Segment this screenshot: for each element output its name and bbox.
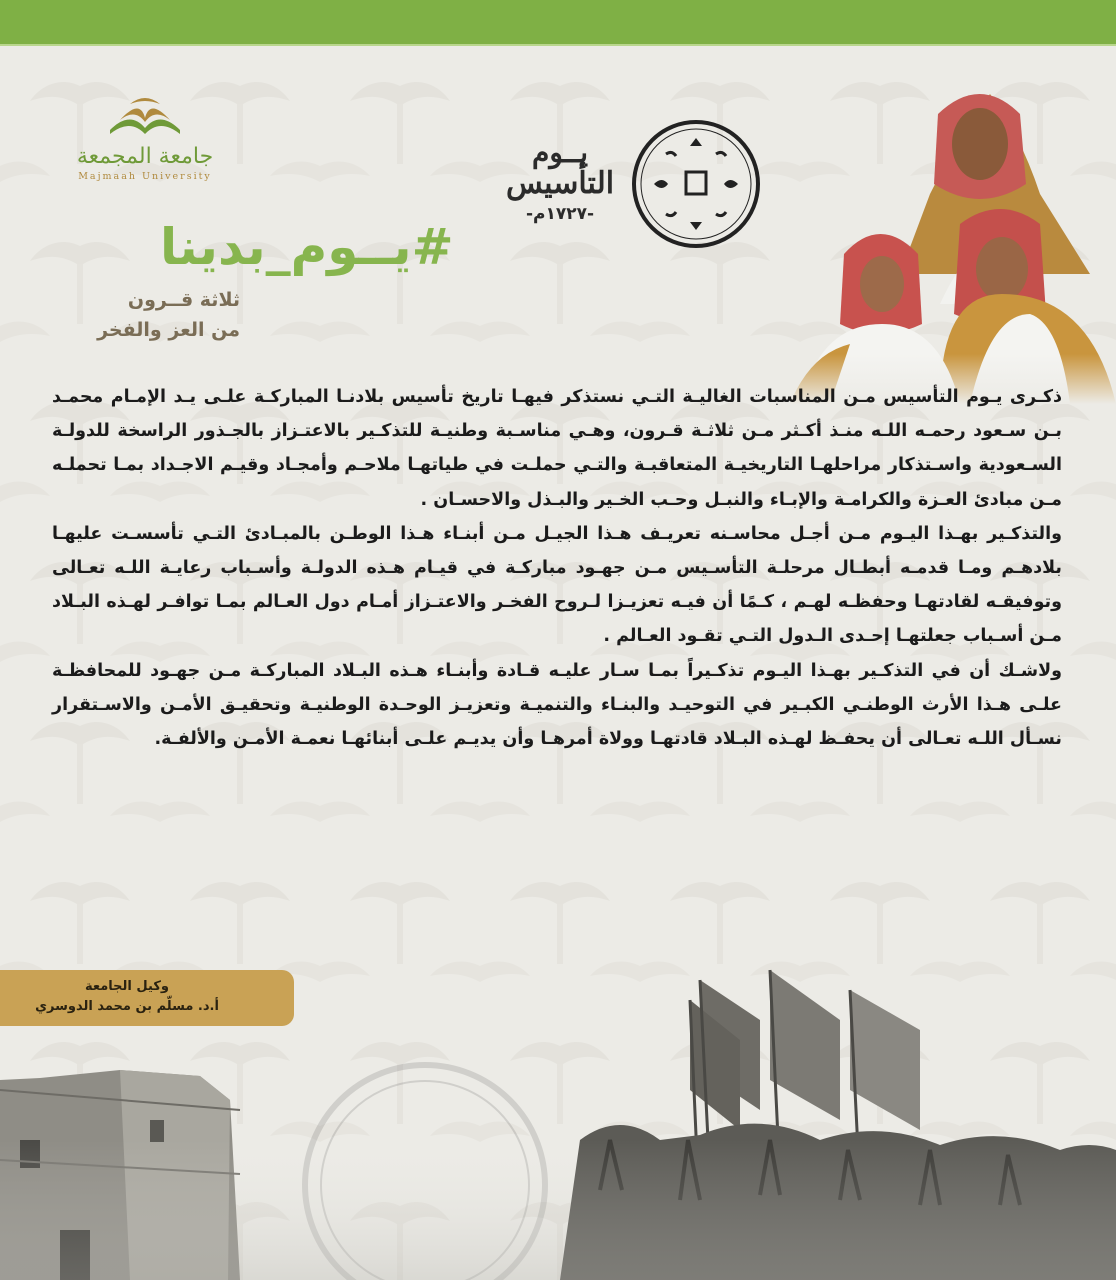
founding-day-line1: يــوم bbox=[532, 136, 588, 169]
subtitle-line2: من العز والفخر bbox=[97, 319, 240, 341]
signature-badge bbox=[0, 970, 294, 1026]
top-green-bar bbox=[0, 0, 1116, 46]
university-logo bbox=[50, 90, 240, 200]
article-paragraph-1: ذكـرى يـوم التأسيس مـن المناسبات الغاليـة التـي نستذكر فيهـا تاريخ تأسيس بلادنـا المباركـة علـى يـد الإمـام محمـد بـن سـعود رحمـه اللـه منـذ أكـثر مـن ثلاثـة قـرون، وهـي مناسـبة وطنيـة للتذكـير بالاعتـزاز بالجـذور الراسخة للدولـة السـعودية واسـتذكار مراحلهـا التاريخيـة المتعاقبـة والتـي حملـت في طياتهـا ملاحـم وأمجـاد وقيـم الاجـداد بمـا تحملـه مـن مبادئ العـزة والكرامـة والإبـاء والنبـل وحـب الخـير والبـذل والاحسـان . bbox=[52, 387, 1062, 510]
founding-day-year: -١٧٢٧م- bbox=[525, 204, 595, 224]
founding-day-wordmark bbox=[500, 138, 620, 224]
article-paragraph-2: والتذكـير بهـذا اليـوم مـن أجـل محاسـنه تعريـف هـذا الجيـل مـن أبنـاء هـذا الوطـن بالمبـادئ التـي تأسسـت عليهـا بلادهـم ومـا قدمـه أبطـال مرحلـة التأسـيس مـن جهـود مباركـة في قيـام هـذه الدولـة وأسـباب رعايـة اللـه تعـالى وتوفيقـه لقادتهـا وحفظـه لهـم ، كـمًا أن فيـه تعزيـزا لـروح الفخـر والاعتـزاز أمـام دول العـالم بمـا توافـر لهـذه البـلاد مـن أسـباب جعلتهـا إحـدى الـدول التـي تقـود العـالم . bbox=[52, 523, 1062, 647]
signature-name: أ.د. مسلّم بن محمد الدوسري bbox=[35, 999, 219, 1014]
campaign-subtitle bbox=[40, 285, 240, 345]
founding-day-line2: التأسيس bbox=[505, 166, 615, 201]
campaign-hashtag: #يــوم_بدينا bbox=[160, 218, 454, 276]
article-body bbox=[52, 380, 1062, 970]
article-paragraph-3: ولاشـك أن في التذكـير بهـذا اليـوم تذكـيراً بمـا سـار عليـه قـادة وأبنـاء هـذه البـلاد المباركـة مـن جهـود للمحافظـة علـى هـذا الأرث الوطنـي الكبـير في التوحيـد والبنـاء والتنميـة وتعزيـز الوحـدة الوطنيـة وتحقيـق الأمـن والاسـتقرار نسـأل اللـه تعـالى أن يحفـظ لهـذه البـلاد قادتهـا وولاة أمرهـا وأن يديـم علـى أبنائهـا نعمـة الأمـن والألفـة. bbox=[52, 660, 1062, 750]
subtitle-line1: ثلاثة قــرون bbox=[127, 289, 240, 311]
founding-day-seal-icon bbox=[630, 118, 762, 250]
university-english-name: Majmaah University bbox=[78, 171, 212, 182]
university-arabic-name: جامعة المجمعة bbox=[76, 144, 214, 169]
open-book-wings-icon bbox=[100, 90, 190, 140]
founding-day-emblem bbox=[500, 118, 770, 248]
signature-title: وكيل الجامعة bbox=[85, 979, 169, 994]
leaders-portrait-icon bbox=[790, 74, 1116, 404]
